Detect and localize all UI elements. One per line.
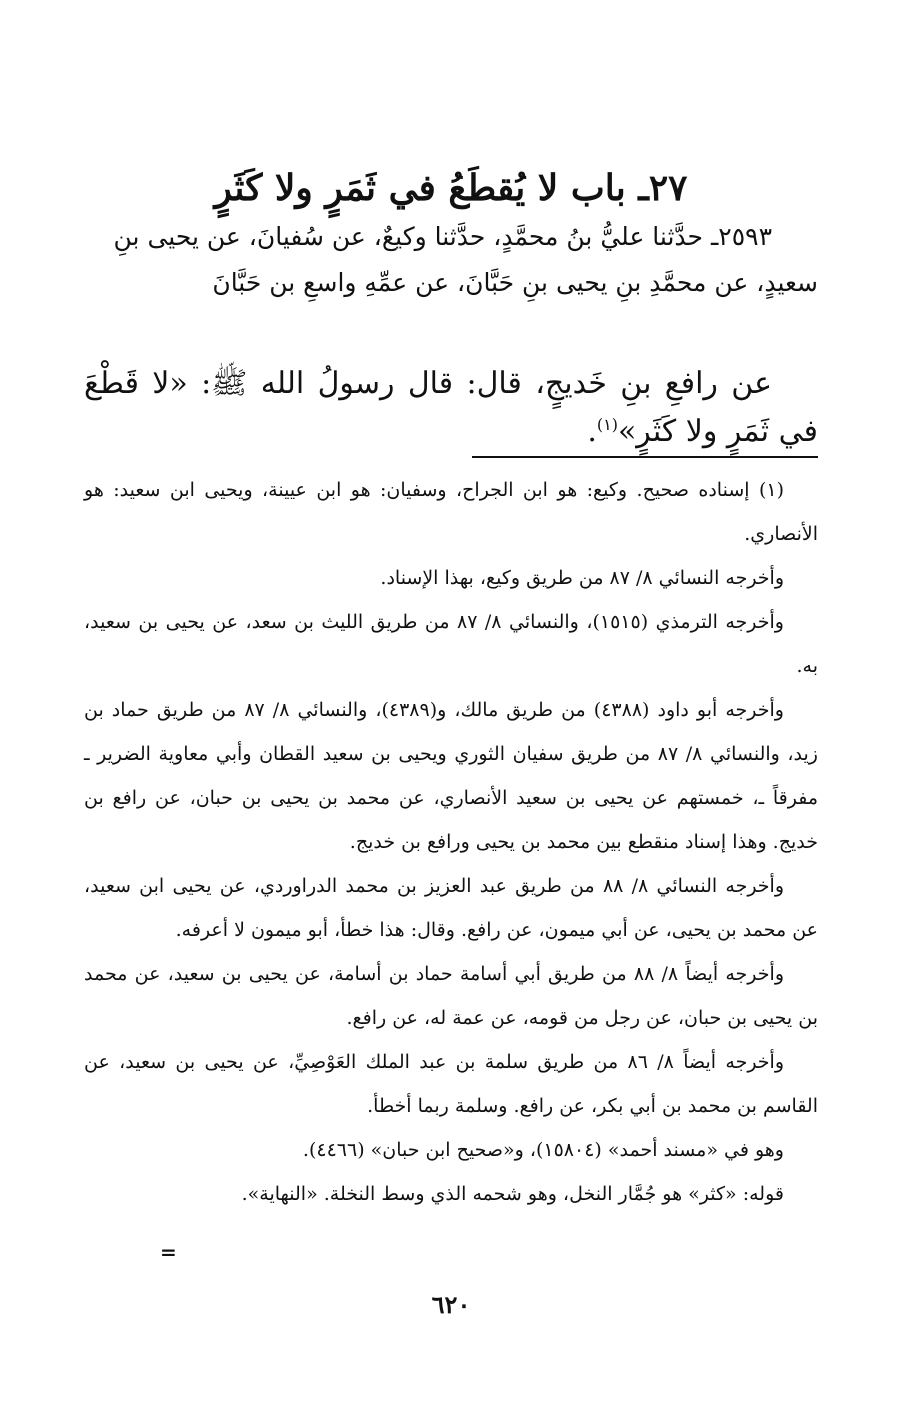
footnote-paragraph: وأخرجه النسائي ٨/ ٨٨ من طريق عبد العزيز بن محمد الدراوردي، عن يحيى ابن سعيد، عن محمد بن يحيى، عن أبي ميمون، عن رافع. وقال: هذا خطأ، أبو ميمون لا أعرفه.: [84, 875, 818, 941]
isnad-line-1: ٢٥٩٣ـ حدَّثنا عليُّ بنُ محمَّدٍ، حدَّثنا وكيعٌ، عن سُفيانَ، عن يحيى بنِ: [113, 222, 772, 251]
footnote-paragraph: وأخرجه أبو داود (٤٣٨٨) من طريق مالك، و(٤٣٨٩)، والنسائي ٨/ ٨٧ من طريق حماد بن زيد، والنسائي ٨/ ٨٧ من طريق سفيان الثوري ويحيى بن سعيد القطان وأبي معاوية الضرير ـ مفرقاً ـ، خمستهم عن يحيى بن سعيد الأنصاري، عن محمد بن يحيى بن حبان، عن رافع بن خديج. وهذا إسناد منقطع بين محمد بن يحيى ورافع بن خديج.: [84, 699, 818, 853]
footnote-divider: [472, 456, 818, 458]
hadith-isnad: [84, 214, 818, 306]
matn-text: عن رافعِ بنِ خَديجٍ، قال: قال رسولُ الله ﷺ: «لا قَطْعَ في ثَمَرٍ ولا كَثَرٍ»: [84, 366, 818, 449]
matn-end: .: [587, 414, 597, 449]
footnote-paragraph: وأخرجه الترمذي (١٥١٥)، والنسائي ٨/ ٨٧ من طريق الليث بن سعد، عن يحيى بن سعيد، به.: [84, 611, 818, 677]
page-number: ٦٢٠: [431, 1290, 471, 1319]
footnote-paragraph: وأخرجه أيضاً ٨/ ٨٦ من طريق سلمة بن عبد الملك العَوْصِيِّ، عن يحيى بن سعيد، عن القاسم بن محمد بن أبي بكر، عن رافع. وسلمة ربما أخطأ.: [84, 1051, 818, 1117]
footnote-paragraph: (١) إسناده صحيح. وكيع: هو ابن الجراح، وسفيان: هو ابن عيينة، ويحيى ابن سعيد: هو الأنصاري.: [84, 479, 818, 545]
footnote-paragraph: وأخرجه النسائي ٨/ ٨٧ من طريق وكيع، بهذا الإسناد.: [380, 567, 784, 589]
hadith-matn: [84, 360, 818, 456]
footnote-paragraph: وهو في «مسند أحمد» (١٥٨٠٤)، و«صحيح ابن حبان» (٤٤٦٦).: [302, 1139, 784, 1161]
chapter-title: ٢٧ـ باب لا يُقطَعُ في ثَمَرٍ ولا كَثَرٍ: [214, 167, 688, 210]
footnote-paragraph: قوله: «كثر» هو جُمَّار النخل، وهو شحمه الذي وسط النخلة. «النهاية».: [241, 1183, 784, 1205]
footnote-marker: (١): [596, 415, 618, 434]
footnote-paragraph: وأخرجه أيضاً ٨/ ٨٨ من طريق أبي أسامة حماد بن أسامة، عن يحيى بن سعيد، عن محمد بن يحيى بن حبان، عن رجل من قومه، عن عمة له، عن رافع.: [84, 963, 818, 1029]
footnotes: [84, 468, 818, 1216]
continuation-mark: =: [160, 1240, 177, 1264]
book-page: [84, 0, 818, 1415]
isnad-line-2: سعيدٍ، عن محمَّدِ بنِ يحيى بنِ حَبَّانَ، عن عمِّهِ واسعِ بن حَبَّانَ: [212, 268, 818, 297]
